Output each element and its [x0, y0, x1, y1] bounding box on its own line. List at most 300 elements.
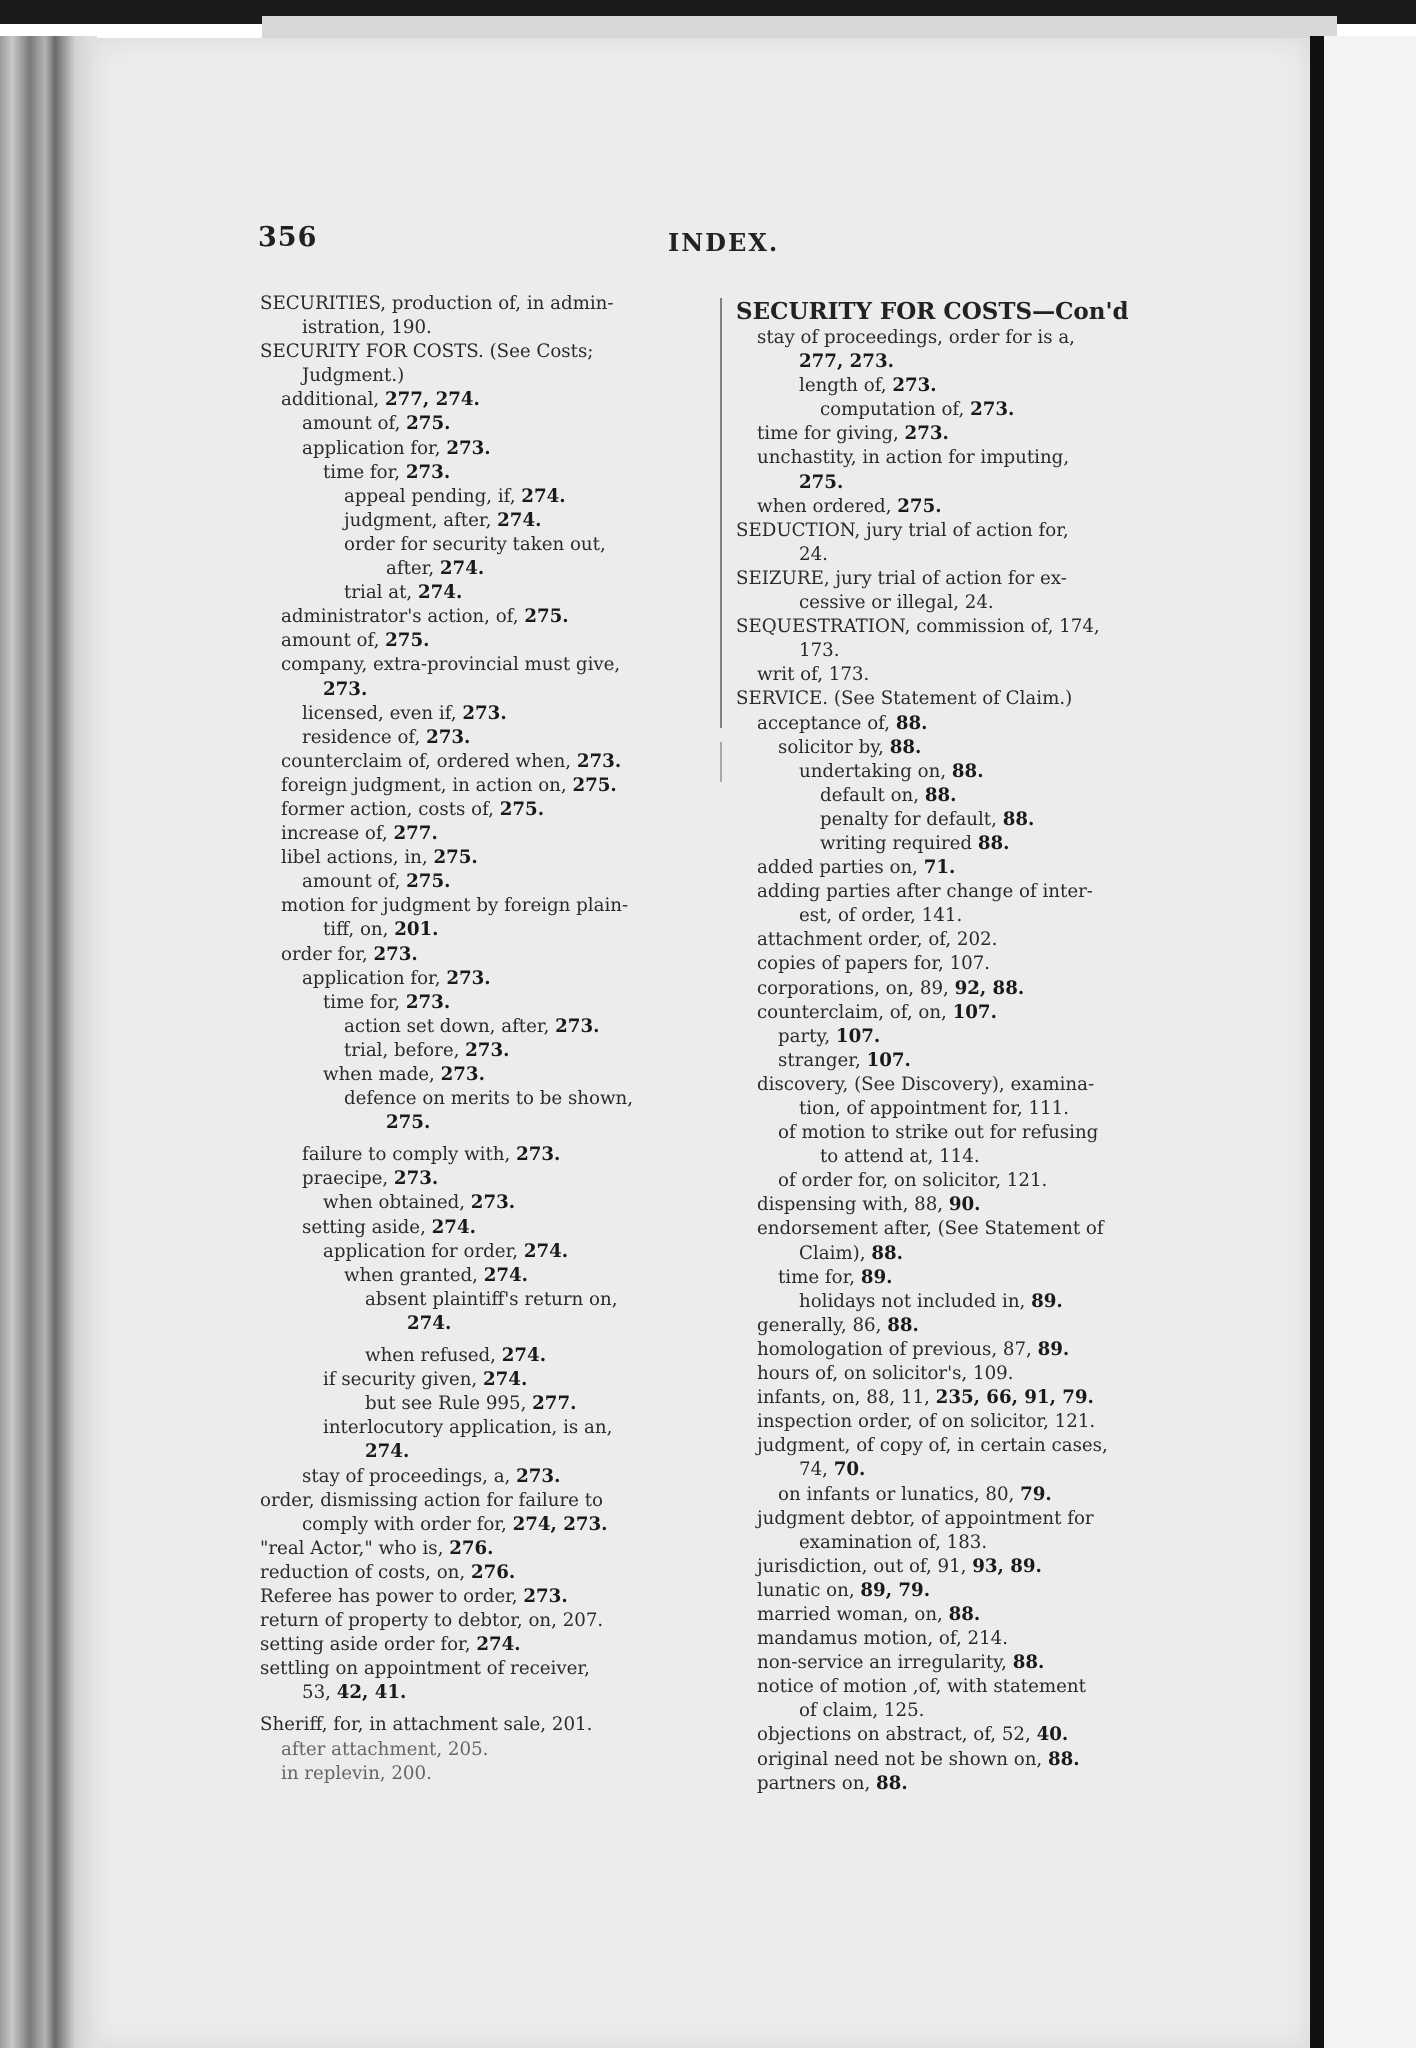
index-entry	[736, 374, 1181, 398]
index-entry	[736, 663, 1181, 687]
entry-text: setting aside,	[302, 1216, 432, 1238]
index-entry	[260, 1440, 705, 1464]
index-entry	[736, 1531, 1181, 1555]
entry-page-refs: 274.	[417, 582, 463, 604]
entry-page-refs: 89.	[1031, 1290, 1063, 1312]
entry-page-refs: 93, 89.	[972, 1555, 1042, 1577]
entry-text: application for order,	[323, 1240, 524, 1262]
entry-text: counterclaim, of, on,	[757, 1001, 953, 1023]
entry-text: praecipe,	[302, 1168, 394, 1190]
column-divider-fragment	[720, 742, 722, 782]
entry-spacer	[260, 1705, 705, 1713]
entry-page-refs: 275.	[406, 413, 451, 435]
entry-page-refs: 274.	[482, 1369, 528, 1391]
index-entry	[260, 1216, 705, 1240]
entry-text: 53,	[302, 1682, 337, 1704]
entry-text: defence on merits to be shown,	[344, 1088, 634, 1110]
entry-page-refs: 275.	[386, 1112, 431, 1134]
index-entry	[736, 1097, 1181, 1121]
entry-text: istration, 190.	[302, 317, 432, 339]
index-entry	[736, 1001, 1181, 1025]
entry-text: administrator's action, of,	[281, 606, 525, 628]
entry-text: attachment order, of, 202.	[757, 929, 998, 951]
entry-text: homologation of previous, 87,	[757, 1338, 1038, 1360]
entry-page-refs: 88.	[1047, 1748, 1080, 1770]
index-entry	[736, 1410, 1181, 1434]
index-entry	[736, 1362, 1181, 1386]
entry-text: "real Actor," who is,	[260, 1537, 450, 1559]
entry-page-refs: 275.	[524, 606, 569, 628]
index-entry	[260, 581, 705, 605]
index-entry	[736, 1483, 1181, 1507]
entry-page-refs: 88.	[951, 760, 984, 782]
index-entry	[736, 519, 1181, 543]
index-entry	[260, 1143, 705, 1167]
entry-text: cessive or illegal, 24.	[799, 592, 994, 614]
entry-page-refs: 107.	[952, 1001, 997, 1023]
entry-text: stranger,	[778, 1049, 867, 1071]
index-entry	[736, 591, 1181, 615]
entry-text: of motion to strike out for refusing	[778, 1122, 1099, 1144]
entry-page-refs: 88.	[1012, 1652, 1045, 1674]
index-entry	[736, 928, 1181, 952]
index-entry	[736, 1025, 1181, 1049]
index-entry	[736, 1699, 1181, 1723]
entry-page-refs: 274.	[483, 1264, 529, 1286]
entry-page-refs: 273.	[323, 678, 368, 700]
index-entry	[736, 1242, 1181, 1266]
index-entry	[736, 1579, 1181, 1603]
entry-text: SECURITY FOR COSTS—Con'd	[736, 298, 1129, 325]
index-entry	[736, 543, 1181, 567]
entry-text: generally, 86,	[757, 1314, 888, 1336]
entry-text: dispensing with, 88,	[757, 1194, 949, 1216]
entry-text: non-service an irregularity,	[757, 1652, 1013, 1674]
index-entry	[260, 437, 705, 461]
index-entry	[260, 1240, 705, 1264]
entry-page-refs: 274.	[501, 1345, 547, 1367]
entry-text: of claim, 125.	[799, 1700, 925, 1722]
index-entry	[736, 904, 1181, 928]
entry-text: if security given,	[323, 1369, 483, 1391]
entry-page-refs: 275.	[385, 630, 430, 652]
index-entry	[260, 894, 705, 918]
entry-text: Referee has power to order,	[260, 1585, 524, 1607]
entry-text: of order for, on solicitor, 121.	[778, 1170, 1048, 1192]
entry-text: party,	[778, 1025, 836, 1047]
index-entry	[260, 509, 705, 533]
running-head: INDEX.	[668, 228, 780, 257]
entry-text: amount of,	[302, 413, 407, 435]
index-entry	[260, 1063, 705, 1087]
entry-text: hours of, on solicitor's, 109.	[757, 1363, 1014, 1385]
index-entry	[736, 808, 1181, 832]
entry-text: former action, costs of,	[281, 798, 500, 820]
index-entry	[736, 471, 1181, 495]
entry-page-refs: 273.	[892, 375, 937, 397]
entry-page-refs: 88.	[895, 712, 928, 734]
entry-page-refs: 42, 41.	[336, 1682, 407, 1704]
entry-spacer	[260, 1135, 705, 1143]
index-entry	[736, 1748, 1181, 1772]
index-entry	[736, 639, 1181, 663]
entry-page-refs: 90.	[948, 1194, 981, 1216]
column-divider	[720, 298, 722, 728]
index-entry	[260, 388, 705, 412]
index-entry	[260, 364, 705, 388]
entry-text: to attend at, 114.	[820, 1146, 980, 1168]
index-entry	[736, 832, 1181, 856]
entry-page-refs: 274, 273.	[512, 1513, 608, 1535]
entry-page-refs: 273.	[970, 399, 1015, 421]
index-entry	[260, 605, 705, 629]
index-entry	[736, 422, 1181, 446]
entry-text: infants, on, 88, 11,	[757, 1387, 936, 1409]
index-entry	[736, 1169, 1181, 1193]
entry-page-refs: 274.	[521, 485, 566, 507]
entry-text: est, of order, 141.	[799, 905, 963, 927]
entry-text: adding parties after change of inter-	[757, 881, 1093, 903]
index-entry	[260, 1633, 705, 1657]
index-entry	[260, 1465, 705, 1489]
entry-text: examination of, 183.	[799, 1531, 988, 1553]
entry-text: stay of proceedings, order for is a,	[757, 327, 1075, 348]
index-entry	[736, 446, 1181, 470]
entry-text: corporations, on, 89,	[757, 977, 955, 999]
entry-page-refs: 273.	[405, 991, 451, 1013]
page-gutter	[1310, 36, 1324, 2048]
entry-page-refs: 274.	[476, 1634, 521, 1656]
entry-spacer	[260, 1336, 705, 1344]
index-entry	[260, 629, 705, 653]
entry-page-refs: 88.	[871, 1242, 903, 1264]
index-entry	[260, 340, 705, 364]
index-entry	[260, 1039, 705, 1063]
entry-page-refs: 273.	[373, 943, 418, 965]
entry-page-refs: 273.	[516, 1465, 561, 1487]
entry-page-refs: 235, 66, 91, 79.	[935, 1387, 1094, 1409]
index-entry	[260, 870, 705, 894]
entry-page-refs: 276.	[470, 1561, 516, 1583]
index-entry	[736, 1338, 1181, 1362]
entry-text: stay of proceedings, a,	[302, 1465, 517, 1487]
index-entry	[736, 977, 1181, 1001]
entry-text: after attachment, 205.	[281, 1738, 489, 1760]
entry-page-refs: 88.	[924, 784, 957, 806]
index-entry	[260, 1087, 705, 1111]
index-entry	[736, 1434, 1181, 1458]
entry-text: libel actions, in,	[281, 847, 434, 869]
index-entry	[260, 1738, 705, 1762]
index-entry	[736, 495, 1181, 519]
entry-page-refs: 70.	[833, 1459, 866, 1481]
entry-text: partners on,	[757, 1772, 877, 1794]
index-entry	[260, 943, 705, 967]
index-entry	[260, 412, 705, 436]
index-entry	[260, 653, 705, 677]
entry-text: after,	[386, 558, 440, 580]
entry-text: order for,	[281, 943, 374, 965]
page-number: 356	[258, 222, 318, 253]
entry-page-refs: 275.	[897, 495, 942, 517]
entry-page-refs: 71.	[923, 857, 956, 879]
entry-page-refs: 276.	[449, 1537, 494, 1559]
entry-page-refs: 273.	[555, 1015, 600, 1037]
entry-text: application for,	[302, 967, 447, 989]
entry-text: when ordered,	[757, 495, 898, 517]
index-entry	[736, 1073, 1181, 1097]
entry-page-refs: 274.	[523, 1240, 569, 1262]
index-entry	[260, 798, 705, 822]
index-entry	[260, 1561, 705, 1585]
index-entry	[260, 846, 705, 870]
entry-page-refs: 273.	[462, 702, 507, 724]
index-entry	[736, 687, 1181, 711]
entry-page-refs: 88.	[1002, 808, 1035, 830]
entry-page-refs: 273.	[516, 1144, 561, 1166]
index-entry	[736, 1290, 1181, 1314]
entry-page-refs: 273.	[440, 1064, 485, 1085]
index-entry	[736, 567, 1181, 591]
index-entry	[260, 1681, 705, 1705]
entry-page-refs: 273.	[393, 1168, 439, 1190]
entry-text: failure to comply with,	[302, 1144, 517, 1166]
entry-text: amount of,	[281, 630, 386, 652]
entry-text: objections on abstract, of, 52,	[757, 1724, 1037, 1746]
entry-text: discovery, (See Discovery), examina-	[757, 1073, 1095, 1095]
entry-text: original need not be shown on,	[757, 1748, 1048, 1770]
index-entry	[260, 1585, 705, 1609]
index-entry	[736, 1675, 1181, 1699]
entry-text: when granted,	[344, 1264, 484, 1286]
entry-text: trial, before,	[344, 1039, 466, 1061]
entry-text: undertaking on,	[799, 760, 952, 782]
entry-text: time for,	[323, 991, 406, 1013]
index-entry	[260, 292, 705, 316]
entry-text: order, dismissing action for failure to	[260, 1489, 603, 1511]
index-entry	[736, 398, 1181, 422]
index-entry	[260, 1537, 705, 1561]
entry-text: notice of motion ,of, with statement	[757, 1676, 1086, 1698]
entry-page-refs: 277.	[532, 1393, 577, 1415]
continued-heading	[736, 298, 1181, 326]
index-entry	[260, 1392, 705, 1416]
entry-page-refs: 274.	[497, 509, 542, 531]
entry-text: jurisdiction, out of, 91,	[757, 1555, 973, 1577]
index-entry	[260, 774, 705, 798]
entry-text: amount of,	[302, 871, 407, 893]
entry-text: trial at,	[344, 582, 418, 604]
entry-text: counterclaim of, ordered when,	[281, 750, 577, 772]
entry-text: judgment debtor, of appointment for	[757, 1507, 1094, 1529]
entry-page-refs: 275.	[499, 798, 545, 820]
entry-page-refs: 88.	[977, 832, 1010, 854]
index-entry	[736, 712, 1181, 736]
entry-page-refs: 107.	[835, 1025, 881, 1047]
index-entry	[260, 991, 705, 1015]
entry-text: increase of,	[281, 823, 394, 845]
index-entry	[736, 1193, 1181, 1217]
entry-text: additional,	[281, 389, 385, 411]
entry-page-refs: 275.	[572, 774, 617, 796]
entry-text: reduction of costs, on,	[260, 1561, 471, 1583]
index-entry	[260, 1264, 705, 1288]
entry-text: endorsement after, (See Statement of	[757, 1218, 1104, 1240]
entry-page-refs: 89.	[860, 1266, 893, 1288]
index-entry	[736, 856, 1181, 880]
entry-text: absent plaintiff's return on,	[365, 1288, 618, 1310]
index-entry	[736, 880, 1181, 904]
entry-text: SEIZURE, jury trial of action for ex-	[736, 567, 1067, 589]
index-entry	[260, 822, 705, 846]
index-entry	[260, 1657, 705, 1681]
entry-page-refs: 273.	[904, 423, 949, 445]
entry-text: writing required	[820, 832, 978, 854]
index-entry	[736, 1217, 1181, 1241]
index-entry	[260, 750, 705, 774]
entry-page-refs: 274.	[439, 558, 485, 580]
entry-page-refs: 277, 274.	[384, 389, 480, 411]
entry-text: motion for judgment by foreign plain-	[281, 895, 629, 917]
entry-text: SECURITY FOR COSTS. (See Costs;	[260, 341, 594, 363]
index-entry	[260, 1609, 705, 1633]
entry-text: Claim),	[799, 1242, 872, 1264]
index-entry	[736, 1145, 1181, 1169]
entry-text: mandamus motion, of, 214.	[757, 1628, 1009, 1650]
entry-text: length of,	[799, 375, 893, 397]
entry-text: time for,	[323, 461, 406, 483]
index-column-right	[736, 298, 1181, 1796]
entry-text: when obtained,	[323, 1192, 471, 1214]
index-entry	[260, 1167, 705, 1191]
entry-text: action set down, after,	[344, 1015, 556, 1037]
entry-text: penalty for default,	[820, 808, 1003, 830]
index-entry	[736, 1386, 1181, 1410]
index-entry	[260, 1312, 705, 1336]
entry-page-refs: 201.	[394, 919, 439, 941]
entry-text: time for giving,	[757, 423, 905, 445]
entry-text: 24.	[799, 543, 828, 565]
entry-text: interlocutory application, is an,	[323, 1417, 613, 1439]
entry-text: tiff, on,	[323, 919, 395, 941]
index-entry	[736, 615, 1181, 639]
entry-text: 74,	[799, 1459, 834, 1481]
entry-text: on infants or lunatics, 80,	[778, 1483, 1021, 1505]
index-entry	[260, 461, 705, 485]
entry-text: SECURITIES, production of, in admin-	[260, 293, 614, 314]
entry-text: foreign judgment, in action on,	[281, 774, 573, 796]
entry-text: time for,	[778, 1266, 861, 1288]
index-entry	[736, 1314, 1181, 1338]
entry-text: but see Rule 995,	[365, 1393, 533, 1415]
index-entry	[260, 918, 705, 942]
index-entry	[260, 1416, 705, 1440]
index-entry	[260, 1762, 705, 1786]
entry-page-refs: 88.	[948, 1603, 981, 1625]
entry-text: 173.	[799, 640, 840, 662]
index-entry	[260, 1368, 705, 1392]
index-entry	[260, 1191, 705, 1215]
entry-text: acceptance of,	[757, 712, 896, 734]
entry-page-refs: 274.	[431, 1216, 476, 1238]
index-entry	[736, 784, 1181, 808]
entry-text: settling on appointment of receiver,	[260, 1658, 590, 1680]
entry-page-refs: 79.	[1020, 1483, 1052, 1505]
index-entry	[260, 1489, 705, 1513]
entry-text: copies of papers for, 107.	[757, 953, 991, 975]
entry-page-refs: 273.	[470, 1192, 516, 1214]
index-entry	[736, 1723, 1181, 1747]
entry-text: order for security taken out,	[344, 533, 606, 555]
entry-page-refs: 277.	[393, 823, 438, 845]
entry-text: setting aside order for,	[260, 1634, 477, 1656]
index-entry	[736, 760, 1181, 784]
index-entry	[736, 1121, 1181, 1145]
entry-page-refs: 89, 79.	[860, 1579, 931, 1601]
entry-text: writ of, 173.	[757, 664, 870, 686]
index-entry	[736, 1555, 1181, 1579]
index-entry	[260, 533, 705, 557]
index-entry	[736, 736, 1181, 760]
index-entry	[260, 678, 705, 702]
index-entry	[736, 350, 1181, 374]
index-entry	[260, 557, 705, 581]
index-entry	[260, 485, 705, 509]
entry-text: company, extra-provincial must give,	[281, 654, 621, 676]
index-entry	[736, 1651, 1181, 1675]
entry-page-refs: 274.	[365, 1441, 410, 1463]
entry-page-refs: 88.	[876, 1772, 908, 1794]
index-entry	[736, 1049, 1181, 1073]
entry-text: when made,	[323, 1064, 441, 1085]
facing-page	[1324, 36, 1416, 2048]
entry-page-refs: 273.	[576, 750, 622, 772]
entry-text: added parties on,	[757, 857, 924, 879]
entry-page-refs: 273.	[426, 726, 471, 748]
index-entry	[736, 1458, 1181, 1482]
entry-page-refs: 273.	[446, 437, 491, 459]
entry-text: comply with order for,	[302, 1513, 513, 1535]
entry-page-refs: 274.	[407, 1312, 452, 1334]
entry-text: married woman, on,	[757, 1603, 949, 1625]
entry-text: solicitor by,	[778, 736, 890, 758]
index-entry	[736, 1772, 1181, 1796]
index-entry	[736, 1603, 1181, 1627]
index-entry	[260, 1713, 705, 1737]
entry-page-refs: 273.	[523, 1585, 568, 1607]
entry-text: inspection order, of on solicitor, 121.	[757, 1411, 1096, 1433]
entry-text: SERVICE. (See Statement of Claim.)	[736, 688, 1073, 710]
entry-text: SEQUESTRATION, commission of, 174,	[736, 616, 1100, 638]
index-entry	[260, 1015, 705, 1039]
entry-text: lunatic on,	[757, 1579, 861, 1601]
index-entry	[260, 316, 705, 340]
entry-page-refs: 88.	[887, 1314, 919, 1336]
index-entry	[736, 952, 1181, 976]
entry-text: holidays not included in,	[799, 1290, 1032, 1312]
book-spine	[0, 36, 97, 2048]
entry-text: in replevin, 200.	[281, 1762, 432, 1784]
entry-text: Sheriff, for, in attachment sale, 201.	[260, 1714, 593, 1736]
entry-text: default on,	[820, 784, 925, 806]
entry-text: SEDUCTION, jury trial of action for,	[736, 519, 1069, 541]
index-entry	[260, 726, 705, 750]
entry-page-refs: 107.	[866, 1049, 911, 1071]
entry-text: residence of,	[302, 726, 427, 748]
entry-page-refs: 273.	[405, 461, 451, 483]
index-entry	[260, 1344, 705, 1368]
entry-page-refs: 275.	[406, 871, 451, 893]
